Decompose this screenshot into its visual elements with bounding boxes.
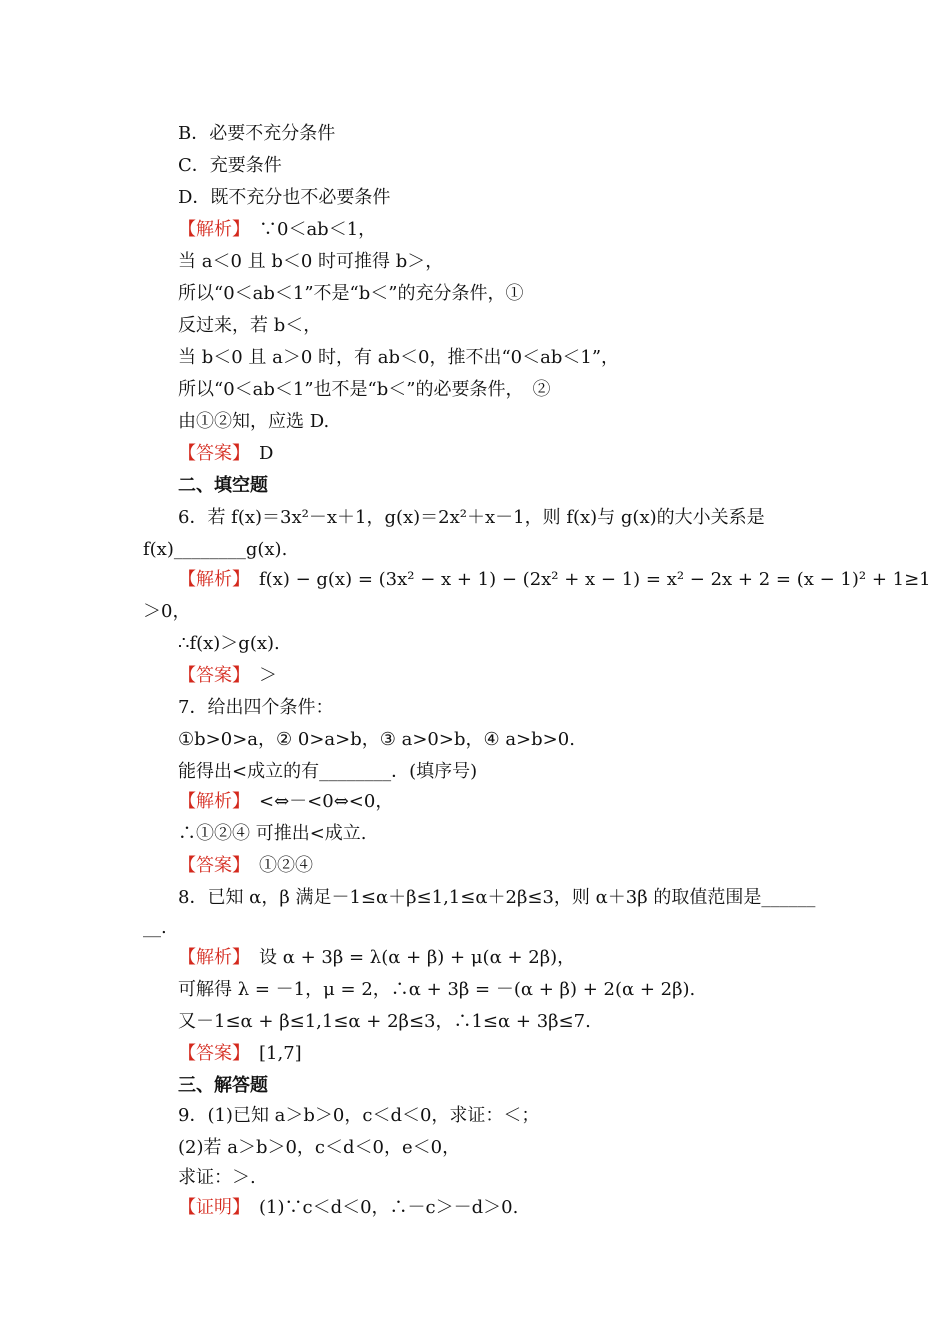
text-line: 当 a＜0 且 b＜0 时可推得 b＞， bbox=[178, 251, 444, 272]
question-6: 6．若 f(x)＝3x²－x＋1，g(x)＝2x²＋x－1，则 f(x)与 g(x)的大小关系是 bbox=[178, 507, 765, 528]
question-7: 7．给出四个条件： bbox=[178, 697, 334, 718]
proof-tag: 【证明】 bbox=[178, 1197, 241, 1218]
section-heading-solve: 三、解答题 bbox=[178, 1075, 268, 1096]
question-8-cont: __. bbox=[143, 917, 167, 938]
text-line: ＞0， bbox=[143, 601, 191, 622]
section-heading-fill: 二、填空题 bbox=[178, 475, 268, 496]
analysis-tag: 【解析】 bbox=[178, 791, 241, 812]
answer-tag: 【答案】 bbox=[178, 443, 241, 464]
option-c: C．充要条件 bbox=[178, 155, 282, 176]
proof-9: 【证明】 (1)∵c＜d＜0，∴－c＞－d＞0. bbox=[178, 1197, 519, 1218]
answer-5: 【答案】 D bbox=[178, 443, 274, 464]
option-d: D．既不充分也不必要条件 bbox=[178, 187, 391, 208]
analysis-5: 【解析】 ∵0＜ab＜1， bbox=[178, 219, 377, 240]
answer-tag: 【答案】 bbox=[178, 1043, 241, 1064]
answer-7: 【答案】 ①②④ bbox=[178, 855, 313, 876]
text-line: 由①②知，应选 D. bbox=[178, 411, 330, 432]
text-line: ∴①②④ 可推出<成立. bbox=[178, 823, 367, 844]
analysis-tag: 【解析】 bbox=[178, 569, 241, 590]
answer-6: 【答案】 ＞ bbox=[178, 665, 277, 686]
question-6-cont: f(x)________g(x). bbox=[143, 539, 288, 560]
analysis-7: 【解析】 <⇔－<0⇔<0， bbox=[178, 791, 394, 812]
answer-tag: 【答案】 bbox=[178, 855, 241, 876]
text-line: 反过来，若 b＜， bbox=[178, 315, 322, 336]
question-9: 9．(1)已知 a＞b＞0，c＜d＜0，求证：＜； bbox=[178, 1105, 540, 1126]
text-line: 能得出<成立的有________．(填序号) bbox=[178, 761, 478, 782]
analysis-tag: 【解析】 bbox=[178, 947, 241, 968]
analysis-8: 【解析】 设 α + 3β = λ(α + β) + μ(α + 2β)， bbox=[178, 947, 576, 968]
text-line: 又－1≤α + β≤1,1≤α + 2β≤3，∴1≤α + 3β≤7. bbox=[178, 1011, 591, 1032]
text-line: 求证：＞. bbox=[178, 1167, 256, 1188]
text-line: 当 b＜0 且 a＞0 时，有 ab＜0，推不出“0＜ab＜1”， bbox=[178, 347, 620, 368]
text-line: 所以“0＜ab＜1”不是“b＜”的充分条件，① bbox=[178, 283, 524, 304]
text-line: (2)若 a＞b＞0，c＜d＜0，e＜0， bbox=[178, 1137, 461, 1158]
text-line: 可解得 λ = －1，μ = 2，∴α + 3β = －(α + β) + 2(α + 2β). bbox=[178, 979, 696, 1000]
text-line: 所以“0＜ab＜1”也不是“b＜”的必要条件， ② bbox=[178, 379, 551, 400]
analysis-6: 【解析】 f(x) − g(x) = (3x² − x + 1) − (2x² + x − 1) = x² − 2x + 2 = (x − 1)² + 1≥1 bbox=[178, 569, 931, 590]
text-line: ①b>0>a，② 0>a>b，③ a>0>b，④ a>b>0. bbox=[178, 729, 575, 750]
answer-8: 【答案】 [1,7] bbox=[178, 1043, 302, 1064]
analysis-tag: 【解析】 bbox=[178, 219, 241, 240]
option-b: B．必要不充分条件 bbox=[178, 123, 336, 144]
text-line: ∴f(x)＞g(x). bbox=[178, 633, 280, 654]
answer-tag: 【答案】 bbox=[178, 665, 241, 686]
question-8: 8．已知 α，β 满足－1≤α＋β≤1,1≤α＋2β≤3，则 α＋3β 的取值范围是______ bbox=[178, 887, 816, 908]
